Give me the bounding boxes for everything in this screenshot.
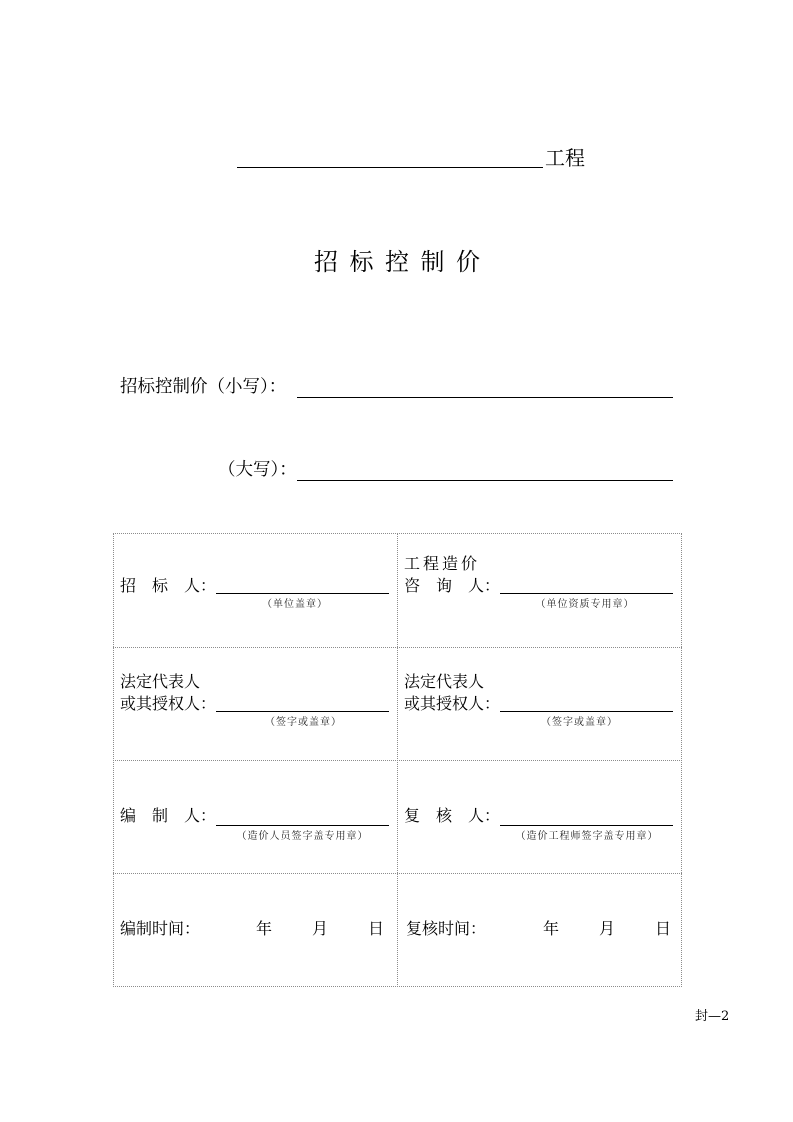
project-suffix-label: 工程	[545, 146, 585, 170]
review-time-year: 年	[543, 919, 560, 938]
consultant-rep-label-line2: 或其授权人：	[404, 694, 501, 713]
tenderer-blank-line	[216, 593, 389, 594]
consultant-rep-note: （签字或盖章）	[541, 717, 618, 728]
table-row-divider	[113, 873, 682, 874]
tenderer-rep-blank-line	[216, 711, 389, 712]
consultant-blank-line	[500, 593, 673, 594]
compiler-blank-line	[216, 825, 389, 826]
compile-time-label: 编制时间：	[120, 919, 201, 938]
consultant-rep-blank-line	[500, 711, 673, 712]
review-time-day: 日	[655, 919, 672, 938]
reviewer-label: 复 核 人：	[404, 806, 501, 825]
table-row-divider	[113, 760, 682, 761]
consultant-label-line2: 咨 询 人：	[404, 576, 501, 595]
compile-time-day: 日	[368, 919, 385, 938]
compiler-label: 编 制 人：	[120, 806, 217, 825]
compile-time-month: 月	[312, 919, 329, 938]
page-number-label: 封—2	[695, 1009, 730, 1024]
price-uppercase-blank-line	[297, 480, 673, 481]
reviewer-note: （造价工程师签字盖专用章）	[515, 831, 659, 842]
tenderer-rep-label-line2: 或其授权人：	[120, 694, 217, 713]
table-row-divider	[113, 647, 682, 648]
price-lowercase-blank-line	[297, 397, 673, 398]
consultant-note: （单位资质专用章）	[535, 599, 635, 610]
compiler-note: （造价人员签字盖专用章）	[236, 831, 369, 842]
project-name-blank-line	[237, 167, 543, 168]
price-uppercase-label: （大写）：	[218, 460, 297, 480]
consultant-label-line1: 工程造价	[404, 554, 481, 573]
tenderer-note: （单位盖章）	[262, 599, 328, 610]
price-lowercase-label: 招标控制价（小写）：	[120, 377, 287, 397]
tenderer-label: 招 标 人：	[120, 576, 217, 595]
review-time-month: 月	[599, 919, 616, 938]
tenderer-rep-note: （签字或盖章）	[265, 717, 342, 728]
review-time-label: 复核时间：	[406, 919, 487, 938]
reviewer-blank-line	[500, 825, 673, 826]
compile-time-year: 年	[256, 919, 273, 938]
document-title: 招标控制价	[314, 248, 492, 276]
tenderer-rep-label-line1: 法定代表人	[120, 672, 201, 691]
consultant-rep-label-line1: 法定代表人	[404, 672, 485, 691]
